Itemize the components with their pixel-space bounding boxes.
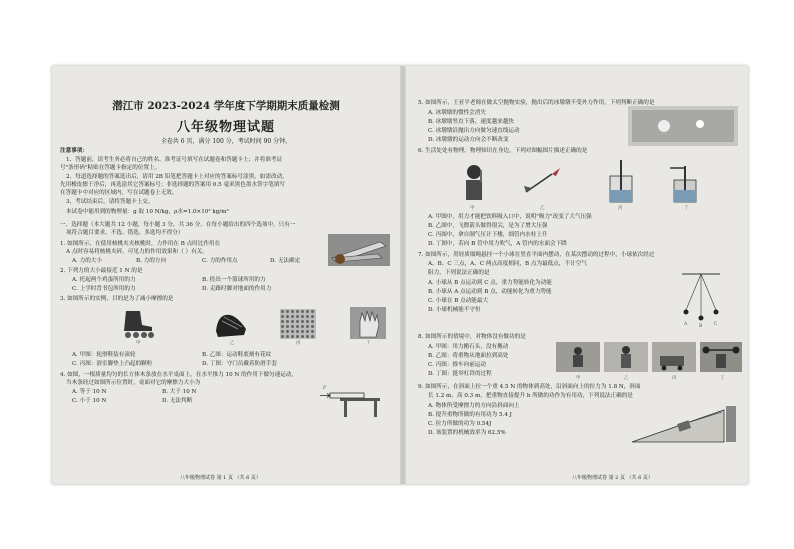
- option-a: A. 甲图：用力搬石头，没有搬动: [428, 344, 509, 350]
- option-d: D. 丁图：挺举杠铃的过程: [428, 371, 492, 377]
- exam-title: 潜江市 2023-2024 学年度下学期期末质量检测: [112, 100, 340, 112]
- option-b: B. 提升重物所做的有用功为 5.4 J: [428, 412, 512, 418]
- bath-mat-figure: [280, 309, 316, 339]
- sneaker-sole-figure: [212, 309, 250, 339]
- point-label-a: A: [684, 322, 688, 327]
- option-c: C. 小于 10 N: [72, 398, 107, 404]
- question-1: 1. 如图所示，在使用核桃夹夹核桃时，力作用在 B 点时比作用在: [60, 241, 221, 247]
- option-a: A. 甲图中，用力才能把饮料吸入口中，说明"吸力"改变了大气压强: [428, 214, 592, 220]
- point-label-c: C: [714, 322, 718, 327]
- option-b: B. 冰墩墩竖直下落，速度越来越快: [428, 119, 514, 125]
- figure-caption: 丙: [296, 341, 301, 346]
- notice-heading: 注意事项：: [60, 148, 88, 154]
- figure-caption: 甲: [470, 206, 475, 211]
- option-a: A. 托起两个鸡蛋所用的力: [72, 277, 136, 283]
- option-c: C. 丙图：推车向前运动: [428, 362, 486, 368]
- option-a: A. 力的大小: [72, 258, 102, 264]
- child-drinking-figure: [458, 162, 490, 202]
- notice-line: 在答题卡中对应的区域内，写在试题卷上无效。: [60, 190, 178, 196]
- question-5: 5. 如图所示，王亚平老师在做太空抛物实验，抛出后的冰墩墩不受外力作用，下列判断正确的是: [418, 100, 655, 106]
- page-footer: 八年级物理试卷 第 2 页 （共 6 页）: [572, 475, 653, 481]
- option-a: A. 物体所受摩擦力的方向沿斜面向上: [428, 403, 520, 409]
- question-2: 2. 下列力的大小最接近 1 N 的是: [60, 268, 143, 274]
- option-a: A. 甲图：轮滑鞋装有滚轮: [72, 352, 136, 358]
- notice-line: 2、每道选择题的答案选出后，请用 2B 铅笔把答题卡上对应的答案标号涂黑，如需改动，: [66, 174, 288, 180]
- option-b: B. 乙图中，飞镖箭头做得很尖，是为了增大压强: [428, 223, 548, 229]
- work-scenes-figure: [556, 342, 742, 376]
- question-9-cont: 长 1.2 m，高 0.3 m，把重物直接提升 h 所做的功作为有用功，下列说法正确的是: [428, 393, 633, 399]
- barometer-figure: [606, 158, 636, 204]
- exam-page-2: [406, 66, 748, 484]
- figure-caption: 甲: [576, 376, 581, 381]
- nutcracker-figure: [328, 234, 390, 266]
- figure-caption: 丙: [618, 206, 623, 211]
- notice-line: 先用橡皮擦干净后，再选涂其它答案标号；非选择题的答案用 0.5 毫米黑色墨水签字笔填写: [60, 182, 286, 188]
- question-8: 8. 如图所示的情境中，对物体没有做功的是: [418, 334, 526, 340]
- option-b: B. 乙图：运动鞋底刻有花纹: [202, 352, 272, 358]
- subject-title: 八年级物理试题: [176, 120, 275, 135]
- option-c: C. 丙图：浴室脚垫上凸起的颗粒: [72, 361, 153, 367]
- question-3: 3. 如图所示的实例，目的是为了减小摩擦的是: [60, 296, 174, 302]
- notice-line: 1、答题前，请考生务必将自己的姓名、准考证号填写在试题卷和答题卡上；并将准考证: [66, 157, 283, 163]
- section-heading: 一、选择题（本大题共 12 小题，每小题 3 分，共 36 分。在每小题给出的四个选项中，只有一: [60, 222, 296, 228]
- option-c: C. 小球在 B 点动能最大: [428, 298, 489, 304]
- option-b: B. 乙图：将重物从地面拉到高处: [428, 353, 509, 359]
- option-d: D. 丁图中，若向 B 管中用力吹气，A 管内的水面会下降: [428, 241, 567, 247]
- blow-tube-figure: [668, 160, 704, 204]
- option-c: C. 上学时背书包所用的力: [72, 286, 136, 292]
- figure-caption: 丁: [720, 376, 725, 381]
- question-7-cont: A、B、C 三点，A、C 两点高度相同，B 点为最低点，不计空气: [428, 261, 587, 267]
- exam-page-1: [52, 66, 400, 484]
- option-a: A. 冰墩墩的惯性会消失: [428, 110, 486, 116]
- point-label-b: B: [699, 324, 703, 329]
- table-block-figure: [320, 384, 388, 420]
- question-6: 6. 生活处处有物理，物理知识在身边，下列对图幅图片描述正确的是: [418, 148, 588, 154]
- pendulum-figure: [676, 272, 726, 328]
- figure-caption: 乙: [624, 376, 629, 381]
- roller-skate-figure: [118, 307, 158, 339]
- option-b: B. 力的方向: [136, 258, 167, 264]
- option-a: A. 等于 10 N: [72, 389, 107, 395]
- option-b: B. 大于 10 N: [162, 389, 197, 395]
- option-c: C. 力的作用点: [202, 258, 238, 264]
- incline-figure: [628, 400, 740, 446]
- option-d: D. 丁图：守门员戴着防滑手套: [202, 361, 277, 367]
- option-d: D. 小球机械能不守恒: [428, 307, 481, 313]
- option-c: C. 拉力所做的功为 0.54J: [428, 421, 492, 427]
- figure-caption: 丁: [366, 341, 371, 346]
- question-9: 9. 如图所示，在斜面上拉一个重 4.5 N 的物体到高处，沿斜面向上的拉力为 1.8 N，斜面: [418, 384, 641, 390]
- question-1-cont: A 点时容易将核桃夹碎，可见力的作用效果和（ ）有关。: [66, 249, 208, 255]
- section-heading-cont: 项符合题目要求，不选、错选、多选均不得分）: [66, 230, 184, 236]
- constants-line: 本试卷中能用到的物理量：g 取 10 N/kg，ρ水=1.0×10³ kg/m³: [66, 209, 229, 215]
- figure-caption: 乙: [230, 341, 235, 346]
- question-4-cont: 当木条经过如图所示位置时，桌面对它的摩擦力大小为: [66, 380, 201, 386]
- option-a: A. 小球从 B 点运动到 C 点，重力势能转化为动能: [428, 280, 552, 286]
- space-station-figure: [628, 106, 738, 146]
- force-label: F: [323, 386, 327, 391]
- option-d: D. 冰墩墩的运动方向会不断改变: [428, 137, 509, 143]
- question-4: 4. 如图，一根质量均匀的长方体木条放在水平桌面上，在水平推力 10 N 的作用下做匀速运动，: [60, 372, 298, 378]
- exam-info: 全卷共 6 页，满分 100 分，考试时间 90 分钟。: [160, 138, 292, 145]
- option-d: D. 无法判断: [162, 398, 193, 404]
- question-7: 7. 如图所示，用轻质细绳悬挂一个小球在竖直平面内摆动，在某次摆动的过程中，小球依次经过: [418, 252, 655, 258]
- notice-line: 3、考试结束后，请将答题卡上交。: [66, 199, 154, 205]
- exam-sheet: [52, 66, 748, 484]
- page-footer: 八年级物理试卷 第 1 页 （共 6 页）: [180, 475, 261, 481]
- option-d: D. 走路时脚对地面的作用力: [202, 286, 272, 292]
- goalkeeper-glove-figure: [350, 307, 386, 339]
- option-b: B. 投出一个篮球所用的力: [202, 277, 266, 283]
- option-b: B. 小球从 A 点运动到 B 点，动能转化为重力势能: [428, 289, 552, 295]
- notice-line: 号"条形码"粘贴在答题卡指定的位置上。: [60, 165, 161, 171]
- dart-figure: [522, 166, 562, 196]
- figure-caption: 丁: [684, 206, 689, 211]
- option-c: C. 丙图中，拿自制气压计下楼，细管内水柱上升: [428, 232, 548, 238]
- question-7-cont: 阻力，下列说法正确的是: [428, 270, 490, 276]
- figure-caption: 乙: [540, 206, 545, 211]
- option-d: D. 无法确定: [270, 258, 301, 264]
- option-c: C. 冰墩墩沿抛出方向做匀速直线运动: [428, 128, 520, 134]
- figure-caption: 甲: [136, 341, 141, 346]
- figure-caption: 丙: [672, 376, 677, 381]
- option-d: D. 该装置的机械效率为 62.5%: [428, 430, 506, 436]
